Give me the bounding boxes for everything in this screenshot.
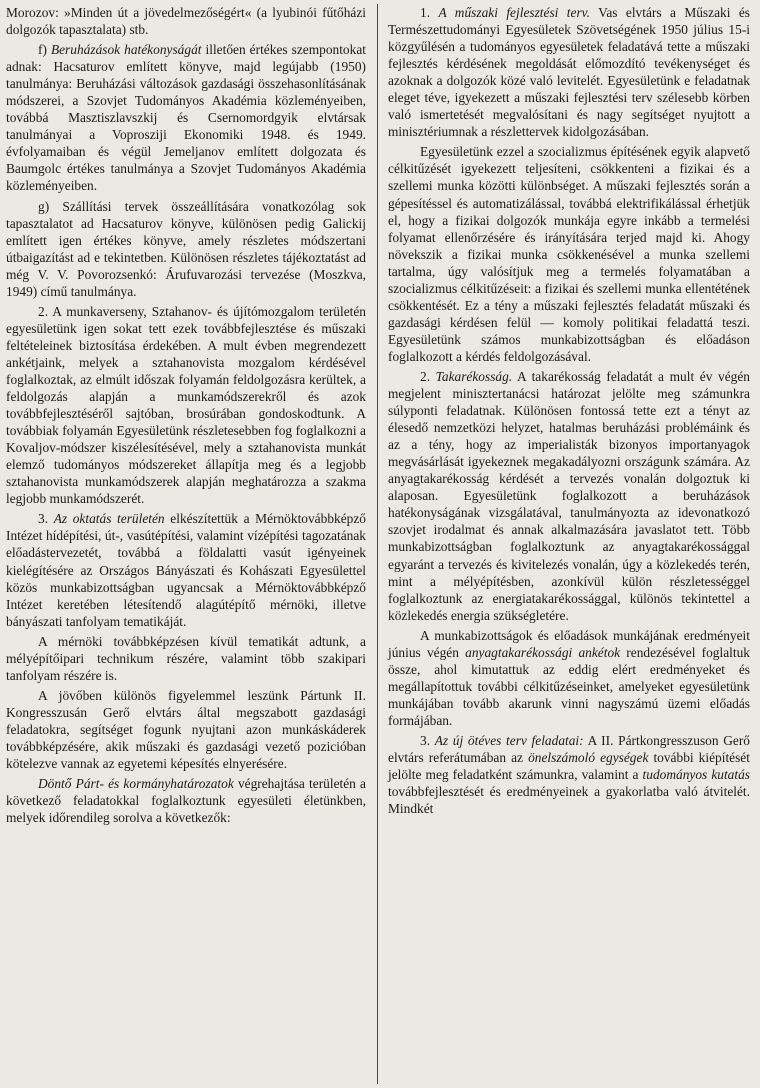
emphasized-text: Az új ötéves terv feladatai: [434,732,584,748]
paragraph-text: továbbfejlesztését és eredményeinek a gyakorlatba való átvitelét. Mindkét [388,784,750,817]
paragraph-text: Vas elvtárs a Műszaki és Természettudományi Egyesületek Szövetségének 1950 július 15-i közgyűlésén a tudományos egyesületek feladatává tette a műszaki fejlesztés kérdésének megoldását előmozdító tevékenységet és azoknak a dolgozók közé való levitelét. Egyesületünk e feladatnak eleget téve, igyekezett a műszaki fejlesztési terv szélesebb körben való ismertetését megvalósítani és nagy segítséget nyujtott a minisztériumnak a részlettervek kidolgozásában. [388,5,750,140]
paragraph-text: Morozov: »Minden út a jövedelmezőségért« (a lyubinói fűtőházi dolgozók tapasztalata) stb. [6,5,366,38]
paragraph-text: f) [38,42,51,58]
paragraph-text: végrehajtása területén a következő feladatokkal foglalkoztunk egyesületi életünkben, melyek időrendileg sorolva a következők: [6,776,366,826]
right-column [388,4,750,1088]
column-divider [377,4,378,1084]
paragraph [6,4,366,38]
left-column [6,4,366,1088]
paragraph [6,41,366,194]
emphasized-text: önelszámoló egységek [528,750,649,766]
paragraph [388,732,750,817]
emphasized-text: Beruházások hatékonyságát [50,42,202,58]
paragraph-text: A munkabizottságok és előadások munkájának eredményeit június végén [388,627,750,660]
paragraph [388,368,750,624]
paragraph [388,143,750,365]
paragraph-text: illetően értékes szempontokat adnak: Hacsaturov említett könyve, majd legújabb (1950) tanulmánya: Beruházási változások gazdasági összehasonlításának módszerei, a Szovjet Tudományos Akadémia közleményeiben, továbbá Masztiszlavszkij és Csernomordgyik elvtársak tanulmányai a Voprosziji Ekonomiki 1948. és 1949. évfolyamaiban és végül Jemeljanov említett dolgozata és Baumgolc értékes tanulmánya a Szovjet Tudományos Akadémia közleményeiben. [6,42,366,194]
paragraph [388,4,750,140]
paragraph [6,303,366,508]
paragraph-text: 1. [420,5,439,20]
paragraph-text: 3. [38,511,54,527]
paragraph [6,510,366,629]
paragraph-text: további kiépítését jelölte meg feladatként számunkra, valamint a [388,750,750,783]
paragraph-text: 3. [420,732,435,748]
paragraph-text: elkészítettük a Mérnöktovábbképző Intézet hídépítési, út-, vasútépítési, valamint vízépítési tagozatának előadástervezetét, továbbá a földalatti vasút igényeinek kielégítésére az Országos Bányászati és Kohászati Egyesülettel közös munkabizottságban ugyancsak a Mérnöktovábbképző Intézet keretében létesítendő alagútépítő mérnöki, illetve bányászati tanfolyam tematikáját. [6,511,366,629]
paragraph-text: Egyesületünk ezzel a szocializmus építésének egyik alapvető célkitűzését igyekezett teljesíteni, csökkenteni a fizikai és a szellemi munka közötti különbséget. A műszaki fejlesztés során a gépesítéssel és automatizálással, továbbá elektrifikálással érhetjük el, hogy a fizikai dolgozók munkája egyre inkább a termelési folyamat ellenőrzésére és irányítására terjed majd ki. Ahogy növekszik a fizikai munka csökkenésével a munka szellemi tartalma, úgy valósítjuk meg a termelés folyamatában a szocializmus célkitűzéseit: a fizikai és szellemi munka ellentétének csökkentését. Ez a tény a műszaki fejlesztés feladatát műszaki és gazdasági kérdésen felül — komoly politikai feladattá teszi. Egyesületünk számos munkabizottságban és előadáson foglalkozott a kérdés feldolgozásával. [388,144,750,364]
emphasized-text: anyagtakarékossági ankétok [465,644,621,660]
paragraph [6,775,366,826]
paragraph-text: A II. Pártkongresszuson Gerő elvtárs referátumában az [388,732,750,766]
paragraph [6,198,366,300]
paragraph-text: 2. [420,368,436,384]
paragraph-text: g) Szállítási tervek összeállítására vonatkozólag sok tapasztalatot ad Hacsaturov könyve, különösen pedig Galickij említett igen értékes könyve, amely részletes módszertani útbaigazítást ad e tekintetben. Különösen részletes tájékoztatást ad még V. V. Povorozsenkó: Árufuvarozási tervezése (Moszkva, 1949) című tanulmánya. [6,198,366,299]
paragraph [6,687,366,772]
emphasized-text: Az oktatás területén [53,511,165,527]
emphasized-text: Takarékosság. [435,368,513,384]
paragraph-text: A takarékosság feladatát a mult év végén megjelent minisztertanácsi határozat jelölte meg számunkra súlyponti feladatnak. Különösen fontossá tette ezt a tényt az élesedő nemzetközi helyzet, hatalmas beruházási problémáink és az a tény, hogy az imperialisták bizonyos importanyagok megvásárlását igyekeznek megakadályozni országunk számára. Az anyagtakarékosság kérdését a tervezés vonalán dolgoztuk ki alaposan. Egyesületünk foglalkozott a beruházások hatékonyságának vizsgálatával, tanulmányozta az idevonatkozó szovjet irodalmat és annak alkalmazására javaslatot tett. Több munkabizottságban foglalkoztunk az anyagtakarékossággal egyaránt a tervezés és kivitelezés vonalán, úgy a közlekedés terén, mint a mélyépítésben, azonkívül külön részletességgel foglalkoztunk az energiatakarékossággal, különös tekintettel a közlekedés energia szükségletére. [388,368,750,623]
emphasized-text: Döntő Párt- és kormányhatározatok [38,776,234,792]
paragraph [6,633,366,684]
paragraph [388,627,750,729]
paragraph-text: A mérnöki továbbképzésen kívül tematikát adtunk, a mélyépítőipari technikum részére, valamint több szakipari tanfolyam részére is. [6,633,366,683]
paragraph-text: A jövőben különös figyelemmel leszünk Pártunk II. Kongresszusán Gerő elvtárs által megszabott gazdasági feladatokra, segítséget fogunk nyujtani azon munkáskáderek továbbképzésére, akik műszaki és gazdasági vezető pozicióban kötelezve vannak az egyetemi képesítés elnyerésére. [6,687,366,772]
emphasized-text: tudományos kutatás [642,767,750,783]
paragraph-text: rendezésével foglaltuk össze, ahol kimutattuk az eddig elért eredményeket és megállapítottuk további célkitűzéseinket, amelyeket egyesületünk munkájában tovább akarunk vinni nagyszámú üzemi előadás formájában. [388,644,750,728]
paragraph-text: 2. A munkaverseny, Sztahanov- és újítómozgalom területén egyesületünk igen sokat tett ezek továbbfejlesztése és műszaki feltételeinek biztosítása érdekében. A mult évben megrendezett ankétjaink, melyek a sztahanovista mozgalom kérdésével foglalkoztak, az elmúlt időszak folyamán feldolgozásra kerültek, a feldolgozás alapján a munkamódszerekről és azok továbbfejlesztéséről sajtóban, brosúrában gondoskodtunk. A továbbiak folyamán Egyesületünk részletesebben fog foglalkozni a Kovaljov-módszer kiszélesítésével, mely a sztahanovista munkát elemző tudományos módszereket állapítja meg és a legjobb sztahanovista munkamódszerek alapján meghatározza a szakma legjobb munkamódszerét. [6,303,366,507]
emphasized-text: A műszaki fejlesztési terv. [438,5,590,20]
